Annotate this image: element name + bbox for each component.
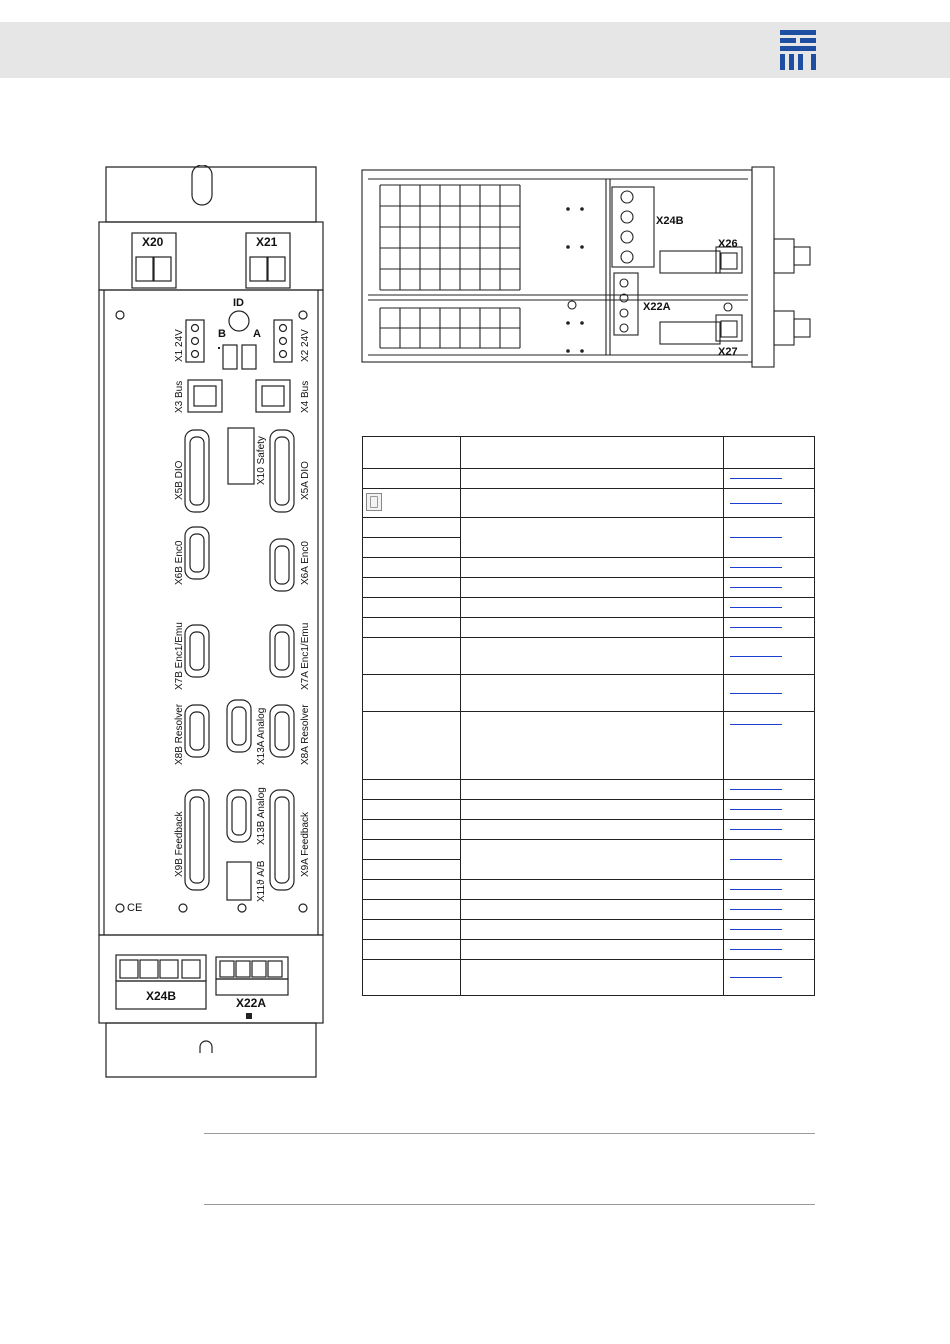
x3-label: X3 Bus (174, 380, 185, 413)
x27-label: X27 (718, 346, 738, 358)
table-row (363, 598, 815, 618)
table-link-cell[interactable] (724, 920, 815, 940)
page-link[interactable] (730, 503, 782, 504)
table-row (363, 469, 815, 489)
x22a-top-label: X22A (643, 301, 671, 313)
x1-label: X1 24V (174, 329, 185, 362)
x9a-label: X9A Feedback (300, 811, 311, 877)
table-row (363, 800, 815, 820)
table-link-cell[interactable] (724, 820, 815, 840)
table-row (363, 578, 815, 598)
note-bottom-rule (204, 1204, 815, 1205)
id-label: ID (233, 297, 244, 309)
table-link-cell[interactable] (724, 558, 815, 578)
table-row (363, 920, 815, 940)
table-link-cell[interactable] (724, 518, 815, 558)
table-link-cell[interactable] (724, 618, 815, 638)
table-link-cell[interactable] (724, 840, 815, 880)
x21-label: X21 (256, 235, 278, 249)
table-link-cell[interactable] (724, 780, 815, 800)
table-row (363, 820, 815, 840)
x7b-label: X7B Enc1/Emu (174, 622, 185, 690)
table-link-cell[interactable] (724, 489, 815, 518)
page-link[interactable] (730, 949, 782, 950)
table-row (363, 675, 815, 712)
table-cell (363, 469, 461, 489)
x6b-label: X6B Enc0 (174, 540, 185, 585)
table-row (363, 618, 815, 638)
table-header-cell (461, 437, 724, 469)
x24b-top-label: X24B (656, 215, 684, 227)
seven-segment-icon (366, 493, 382, 511)
x10-label: X10 Safety (256, 436, 267, 485)
page-link[interactable] (730, 724, 782, 725)
table-row (363, 780, 815, 800)
table-link-cell[interactable] (724, 960, 815, 996)
sew-logo-icon (780, 30, 816, 70)
table-cell (461, 518, 724, 558)
table-row (363, 712, 815, 780)
table-cell (461, 469, 724, 489)
table-link-cell[interactable] (724, 598, 815, 618)
ce-mark: CE (127, 902, 143, 914)
x2-label: X2 24V (300, 329, 311, 362)
x11-label: X11ϑ A/B (256, 860, 267, 902)
table-row (363, 880, 815, 900)
table-cell (461, 840, 724, 880)
table-header-row (363, 437, 815, 469)
note-top-rule (204, 1133, 815, 1134)
table-link-cell[interactable] (724, 712, 815, 780)
x13b-label: X13B Analog (256, 787, 267, 845)
x8b-label: X8B Resolver (174, 703, 185, 765)
top-view-drawing (360, 165, 820, 370)
x13a-label: X13A Analog (256, 707, 267, 765)
page-link[interactable] (730, 607, 782, 608)
table-header-cell (724, 437, 815, 469)
table-row (363, 900, 815, 920)
page-link[interactable] (730, 977, 782, 978)
page-link[interactable] (730, 693, 782, 694)
b-label: B (218, 328, 226, 340)
table-link-cell[interactable] (724, 578, 815, 598)
table-row (363, 960, 815, 996)
x4-label: X4 Bus (300, 380, 311, 413)
x20-label: X20 (142, 235, 164, 249)
table-row (363, 518, 815, 538)
table-link-cell[interactable] (724, 900, 815, 920)
page-link[interactable] (730, 537, 782, 538)
table-cell (363, 489, 461, 518)
table-link-cell[interactable] (724, 638, 815, 675)
x26-label: X26 (718, 238, 738, 250)
page-link[interactable] (730, 587, 782, 588)
x24b-front-label: X24B (146, 989, 177, 1003)
x7a-label: X7A Enc1/Emu (300, 622, 311, 690)
table-row (363, 558, 815, 578)
x22a-front-label: X22A (236, 996, 267, 1010)
page-link[interactable] (730, 909, 782, 910)
table-row (363, 840, 815, 860)
page-link[interactable] (730, 829, 782, 830)
x8a-label: X8A Resolver (300, 704, 311, 765)
table-link-cell[interactable] (724, 675, 815, 712)
page-link[interactable] (730, 627, 782, 628)
table-cell (363, 538, 461, 558)
table-row (363, 489, 815, 518)
page-link[interactable] (730, 889, 782, 890)
table-header-cell (363, 437, 461, 469)
table-row (363, 940, 815, 960)
connector-table (362, 436, 815, 996)
table-link-cell[interactable] (724, 469, 815, 489)
table-row (363, 638, 815, 675)
x5a-label: X5A DIO (300, 461, 311, 500)
x6a-label: X6A Enc0 (300, 541, 311, 585)
table-cell (363, 518, 461, 538)
x9b-label: X9B Feedback (174, 811, 185, 877)
page-link[interactable] (730, 656, 782, 657)
page-link[interactable] (730, 789, 782, 790)
x5b-label: X5B DIO (174, 460, 185, 500)
table-link-cell[interactable] (724, 880, 815, 900)
table-link-cell[interactable] (724, 940, 815, 960)
table-cell (461, 489, 724, 518)
page-link[interactable] (730, 809, 782, 810)
table-link-cell[interactable] (724, 800, 815, 820)
a-label: A (253, 328, 261, 340)
page-link[interactable] (730, 859, 782, 860)
page-link[interactable] (730, 478, 782, 479)
front-view-drawing (96, 165, 328, 1080)
page-link[interactable] (730, 567, 782, 568)
page-link[interactable] (730, 929, 782, 930)
